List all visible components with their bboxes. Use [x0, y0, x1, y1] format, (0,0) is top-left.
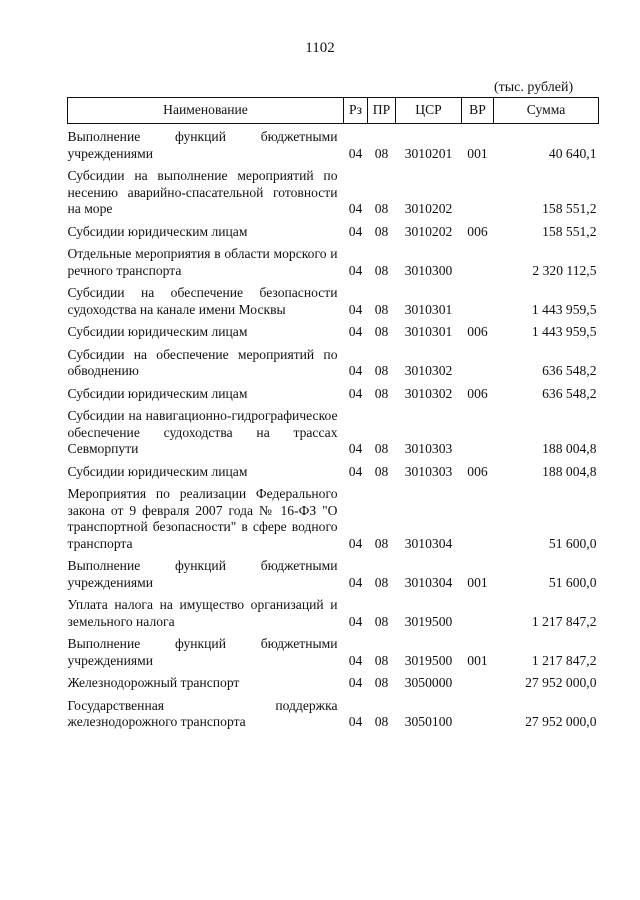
row-name: Субсидии юридическим лицам	[67, 463, 248, 479]
row-sum: 51 600,0	[548, 535, 597, 551]
row-name: Субсидии юридическим лицам	[67, 324, 248, 339]
row-csr: 3010303	[404, 463, 453, 479]
row-name: Субсидии на навигационно-гидрографическое обеспечение судоходства на трассах Севморпути	[67, 408, 338, 456]
header-rz: Рз	[344, 98, 368, 124]
row-vr	[462, 240, 494, 279]
table-row	[68, 318, 599, 341]
row-csr: 3010300	[404, 262, 453, 278]
row-rz: 04	[348, 223, 363, 239]
row-sum: 2 320 112,5	[532, 262, 597, 278]
row-pr: 08	[374, 463, 389, 479]
row-pr: 08	[374, 574, 389, 590]
row-name: Отдельные мероприятия в области морского и речного транспорта	[67, 246, 338, 278]
row-vr	[462, 591, 494, 630]
row-csr: 3010304	[404, 574, 453, 590]
row-rz: 04	[348, 385, 363, 401]
row-name: Выполнение функций бюджетными учреждениями	[67, 558, 338, 590]
row-pr: 08	[374, 324, 389, 339]
row-sum: 51 600,0	[548, 574, 597, 590]
table-row	[68, 692, 599, 731]
row-rz: 04	[348, 363, 363, 378]
table-row	[68, 402, 599, 458]
row-pr: 08	[374, 145, 389, 161]
row-name: Выполнение функций бюджетными учреждениями	[67, 636, 338, 668]
row-sum: 188 004,8	[542, 463, 597, 479]
row-name: Выполнение функций бюджетными учреждениями	[67, 129, 338, 161]
table-row	[68, 341, 599, 380]
row-vr	[462, 341, 494, 380]
row-rz: 04	[348, 652, 363, 668]
row-rz: 04	[348, 574, 363, 590]
header-name: Наименование	[68, 98, 344, 124]
row-name: Субсидии юридическим лицам	[67, 223, 248, 239]
table-row	[68, 669, 599, 692]
table-row	[68, 162, 599, 218]
row-rz: 04	[348, 201, 363, 216]
row-csr: 3010303	[404, 441, 453, 456]
row-csr: 3010202	[404, 201, 453, 216]
row-sum: 188 004,8	[542, 441, 597, 456]
row-pr: 08	[374, 535, 389, 551]
row-vr	[462, 162, 494, 218]
row-vr: 001	[467, 574, 488, 590]
row-sum: 27 952 000,0	[525, 714, 597, 729]
row-sum: 1 217 847,2	[531, 613, 597, 629]
row-vr	[462, 669, 494, 692]
table-row	[68, 380, 599, 403]
row-rz: 04	[348, 714, 363, 729]
row-sum: 40 640,1	[548, 145, 597, 161]
row-csr: 3010301	[404, 324, 453, 339]
row-name: Субсидии на обеспечение безопасности судоходства на канале имени Москвы	[67, 285, 338, 317]
row-name: Субсидии юридическим лицам	[67, 385, 248, 401]
row-name: Уплата налога на имущество организаций и земельного налога	[67, 597, 338, 629]
row-vr: 001	[467, 652, 488, 668]
row-pr: 08	[374, 714, 389, 729]
row-sum: 158 551,2	[542, 201, 597, 216]
row-pr: 08	[374, 441, 389, 456]
row-vr: 006	[467, 223, 488, 239]
row-rz: 04	[348, 145, 363, 161]
table-row	[68, 240, 599, 279]
row-rz: 04	[348, 675, 363, 690]
table-row	[68, 591, 599, 630]
row-pr: 08	[374, 613, 389, 629]
row-name: Субсидии на выполнение мероприятий по несению аварийно-спасательной готовности на море	[67, 168, 338, 216]
row-vr	[462, 279, 494, 318]
row-vr: 006	[467, 324, 488, 339]
row-sum: 158 551,2	[542, 223, 597, 239]
header-sum: Сумма	[494, 98, 599, 124]
row-name: Железнодорожный транспорт	[67, 675, 240, 690]
row-name: Мероприятия по реализации Федерального закона от 9 февраля 2007 года № 16-ФЗ "О транспортной безопасности" в сфере водного транспорта	[67, 486, 338, 551]
table-row	[68, 218, 599, 241]
row-name: Субсидии на обеспечение мероприятий по обводнению	[67, 346, 338, 378]
row-rz: 04	[348, 441, 363, 456]
row-vr	[462, 480, 494, 552]
table-row	[68, 630, 599, 669]
row-csr: 3010301	[404, 301, 453, 317]
table-row	[68, 458, 599, 481]
row-pr: 08	[374, 652, 389, 668]
table-body	[68, 124, 599, 731]
row-pr: 08	[374, 223, 389, 239]
row-sum: 1 443 959,5	[531, 324, 597, 339]
table-row	[68, 279, 599, 318]
row-csr: 3019500	[404, 652, 453, 668]
table-header	[68, 98, 599, 124]
row-sum: 27 952 000,0	[525, 675, 597, 690]
table-row	[68, 552, 599, 591]
row-pr: 08	[374, 675, 389, 690]
row-name: Государственная поддержка железнодорожного транспорта	[67, 697, 338, 729]
row-vr: 001	[467, 145, 488, 161]
row-vr	[462, 402, 494, 458]
row-vr	[462, 692, 494, 731]
row-sum: 1 217 847,2	[531, 652, 597, 668]
row-csr: 3010202	[404, 223, 453, 239]
row-csr: 3050100	[404, 714, 453, 729]
row-rz: 04	[348, 262, 363, 278]
row-rz: 04	[348, 324, 363, 339]
header-csr: ЦСР	[396, 98, 462, 124]
row-sum: 1 443 959,5	[531, 301, 597, 317]
row-vr: 006	[467, 463, 488, 479]
row-csr: 3010304	[404, 535, 453, 551]
row-rz: 04	[348, 301, 363, 317]
header-pr: ПР	[368, 98, 396, 124]
row-pr: 08	[374, 262, 389, 278]
table-row	[68, 480, 599, 552]
table-row	[68, 124, 599, 163]
row-csr: 3010302	[404, 363, 453, 378]
budget-table	[67, 97, 599, 731]
row-rz: 04	[348, 613, 363, 629]
row-pr: 08	[374, 385, 389, 401]
row-rz: 04	[348, 535, 363, 551]
header-vr: ВР	[462, 98, 494, 124]
row-rz: 04	[348, 463, 363, 479]
row-csr: 3050000	[404, 675, 453, 690]
row-vr: 006	[467, 385, 488, 401]
row-csr: 3010201	[404, 145, 453, 161]
row-csr: 3019500	[404, 613, 453, 629]
row-sum: 636 548,2	[542, 363, 597, 378]
row-pr: 08	[374, 301, 389, 317]
units-note: (тыс. рублей)	[494, 80, 574, 95]
row-pr: 08	[374, 201, 389, 216]
row-sum: 636 548,2	[542, 385, 597, 401]
row-csr: 3010302	[404, 385, 453, 401]
row-pr: 08	[374, 363, 389, 378]
page-number: 1102	[305, 40, 335, 56]
